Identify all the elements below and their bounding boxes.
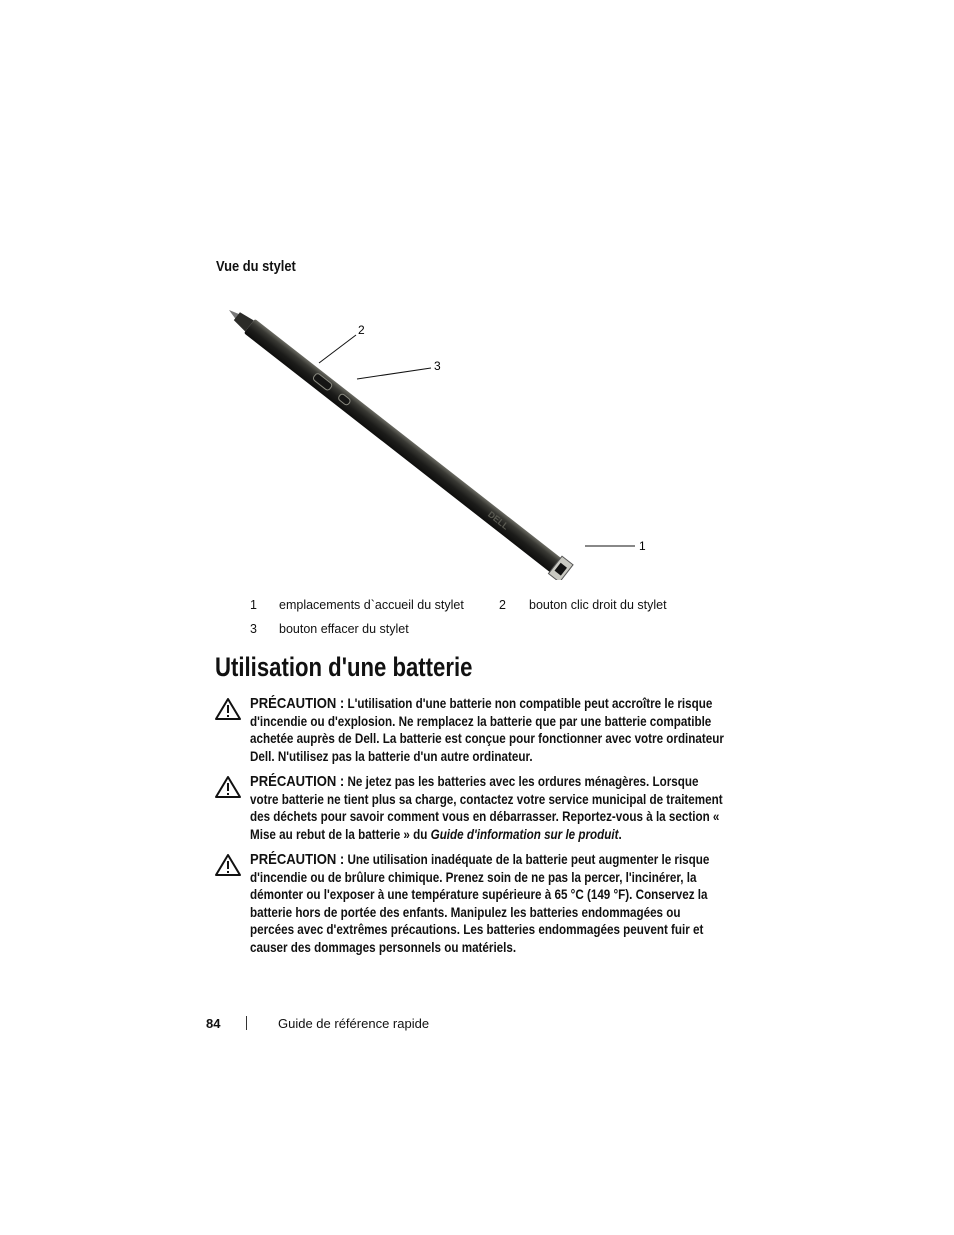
caution-label: PRÉCAUTION : — [250, 695, 345, 712]
caution-text — [250, 851, 724, 956]
callout-3: 3 — [434, 359, 441, 373]
caution-block — [214, 851, 774, 956]
stylus-image — [222, 301, 573, 580]
warning-icon — [214, 697, 242, 721]
section-heading: Vue du stylet — [216, 258, 296, 275]
stylus-figure — [215, 300, 665, 580]
callout-2: 2 — [358, 323, 365, 337]
warning-icon — [214, 853, 242, 877]
legend-number: 2 — [499, 598, 506, 612]
caution-body: Ne jetez pas les batteries avec les ordures ménagères. Lorsque votre batterie ne tient plus sa charge, contactez votre service municipal de traitement des déchets pour savoir comment vous en débarrasser. Reportez-vous à la section « Mise au rebut de la batterie » du — [250, 774, 723, 842]
document-reference: Guide d'information sur le produit — [430, 826, 619, 842]
caution-label: PRÉCAUTION : — [250, 851, 345, 868]
caution-end: . — [618, 826, 622, 842]
caution-text — [250, 773, 724, 843]
caution-label: PRÉCAUTION : — [250, 773, 345, 790]
stylus-barrel — [244, 319, 566, 576]
caution-text — [250, 695, 724, 765]
legend-number: 3 — [250, 622, 257, 636]
caution-block — [214, 695, 774, 765]
page-number: 84 — [206, 1016, 221, 1031]
caution-body: Une utilisation inadéquate de la batterie peut augmenter le risque d'incendie ou de brûlure chimique. Prenez soin de ne pas la percer, l'incinérer, la démonter ou l'exposer à une température supérieure à 65 °C (149 °F). Conservez la batterie hors de portée des enfants. Manipulez les batteries endommagées ou percées avec d'extrêmes précautions. Les batteries endommagées peuvent fuir et causer des dommages personnels ou matériels. — [250, 852, 710, 955]
footer-title: Guide de référence rapide — [278, 1016, 430, 1031]
stylus-logo: DELL — [485, 509, 511, 532]
page-title: Utilisation d'une batterie — [215, 652, 473, 682]
legend-text: bouton clic droit du stylet — [529, 598, 667, 612]
caution-body: L'utilisation d'une batterie non compatible peut accroître le risque d'incendie ou d'explosion. Ne remplacez la batterie que par une batterie compatible achetée auprès de Dell. La batterie est conçue pour fonctionner avec votre ordinateur Dell. N'utilisez pas la batterie d'un autre ordinateur. — [250, 696, 724, 764]
caution-block — [214, 773, 774, 843]
callout-1: 1 — [639, 539, 646, 553]
legend-text: bouton effacer du stylet — [279, 622, 409, 636]
warning-icon — [214, 775, 242, 799]
legend-text: emplacements d`accueil du stylet — [279, 598, 464, 612]
footer-divider — [246, 1016, 247, 1030]
legend-number: 1 — [250, 598, 257, 612]
